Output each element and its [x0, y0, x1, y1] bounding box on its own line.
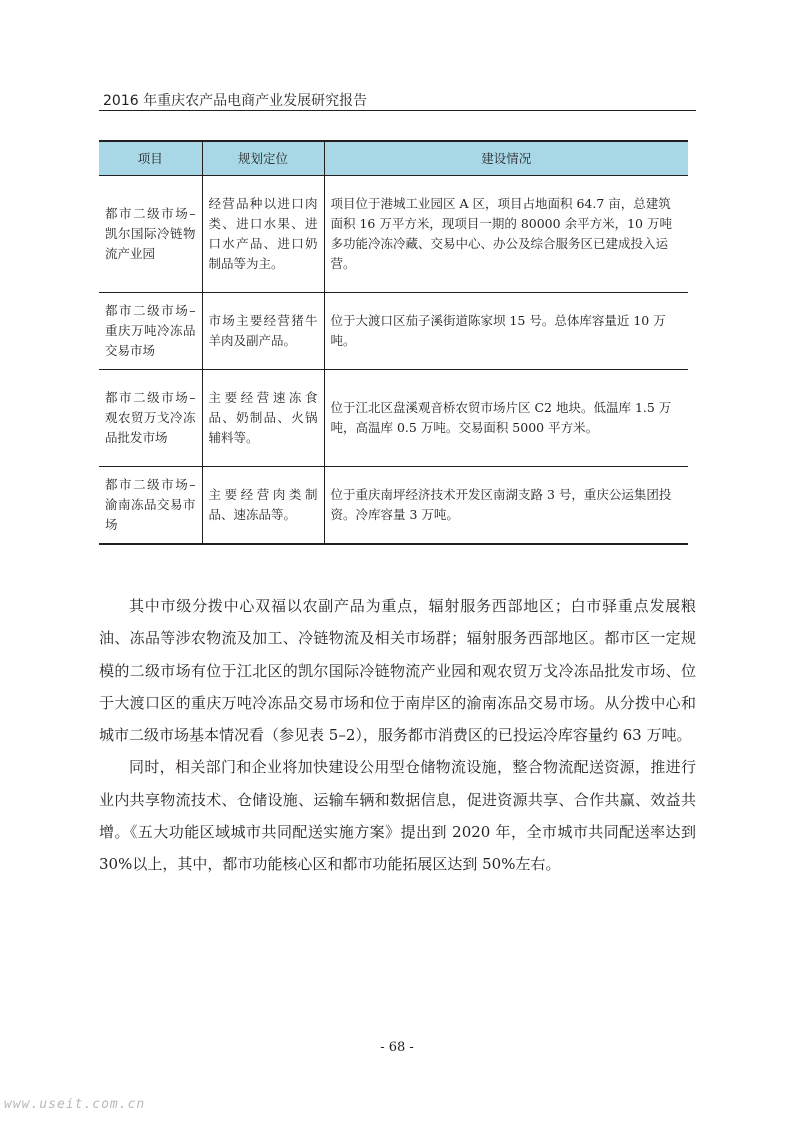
table-header-row: [99, 141, 688, 176]
page-number: - 68 -: [380, 1040, 414, 1055]
table-cell-project: 都市二级市场–渝南冻品交易市场: [99, 467, 202, 545]
table-cell-project: 都市二级市场–重庆万吨冷冻品交易市场: [99, 293, 202, 370]
table-row: [99, 370, 688, 467]
table-cell-positioning: 市场主要经营猪牛羊肉及副产品。: [202, 293, 324, 370]
watermark: www.useit.com.cn: [4, 1097, 146, 1112]
table-row: [99, 176, 688, 293]
market-plan-table: [99, 140, 688, 545]
column-header-positioning: 规划定位: [202, 141, 324, 176]
table-row: [99, 467, 688, 545]
table-cell-project: 都市二级市场–观农贸万戈冷冻品批发市场: [99, 370, 202, 467]
body-paragraph: 同时，相关部门和企业将加快建设公用型仓储物流设施，整合物流配送资源，推进行业内共享物流技术、仓储设施、运输车辆和数据信息，促进资源共享、合作共赢、效益共增。《五大功能区域城市共同配送实施方案》提出到 2020 年，全市城市共同配送率达到 30%以上，其中，都市功能核心区和都市功能拓展区达到 50%左右。: [99, 758, 696, 874]
body-text: [99, 590, 696, 881]
page-header-title: 2016 年重庆农产品电商产业发展研究报告: [103, 93, 368, 109]
header-divider: [99, 110, 696, 111]
body-paragraph: 其中市级分拨中心双福以农副产品为重点，辐射服务西部地区；白市驿重点发展粮油、冻品等涉农物流及加工、冷链物流及相关市场群；辐射服务西部地区。都市区一定规模的二级市场有位于江北区的凯尔国际冷链物流产业园和观农贸万戈冷冻品批发市场、位于大渡口区的重庆万吨冷冻品交易市场和位于南岸区的渝南冻品交易市场。从分拨中心和城市二级市场基本情况看（参见表 5–2），服务都市消费区的已投运冷库容量约 63 万吨。: [99, 597, 696, 745]
table-cell-status: 位于江北区盘溪观音桥农贸市场片区 C2 地块。低温库 1.5 万吨，高温库 0.5 万吨。交易面积 5000 平方米。: [324, 370, 688, 467]
table-cell-positioning: 经营品种以进口肉类、进口水果、进口水产品、进口奶制品等为主。: [202, 176, 324, 293]
table-cell-status: 位于重庆南坪经济技术开发区南湖支路 3 号，重庆公运集团投资。冷库容量 3 万吨。: [324, 467, 688, 545]
table-cell-positioning: 主要经营肉类制品、速冻品等。: [202, 467, 324, 545]
table-cell-status: 项目位于港城工业园区 A 区，项目占地面积 64.7 亩，总建筑面积 16 万平方米，现项目一期的 80000 余平方米，10 万吨多功能冷冻冷藏、交易中心、办公及综合服务区已建成投入运营。: [324, 176, 688, 293]
table-row: [99, 293, 688, 370]
column-header-project: 项目: [99, 141, 202, 176]
table-cell-positioning: 主要经营速冻食品、奶制品、火锅辅料等。: [202, 370, 324, 467]
table-cell-project: 都市二级市场–凯尔国际冷链物流产业园: [99, 176, 202, 293]
table-cell-status: 位于大渡口区茄子溪街道陈家坝 15 号。总体库容量近 10 万吨。: [324, 293, 688, 370]
column-header-status: 建设情况: [324, 141, 688, 176]
